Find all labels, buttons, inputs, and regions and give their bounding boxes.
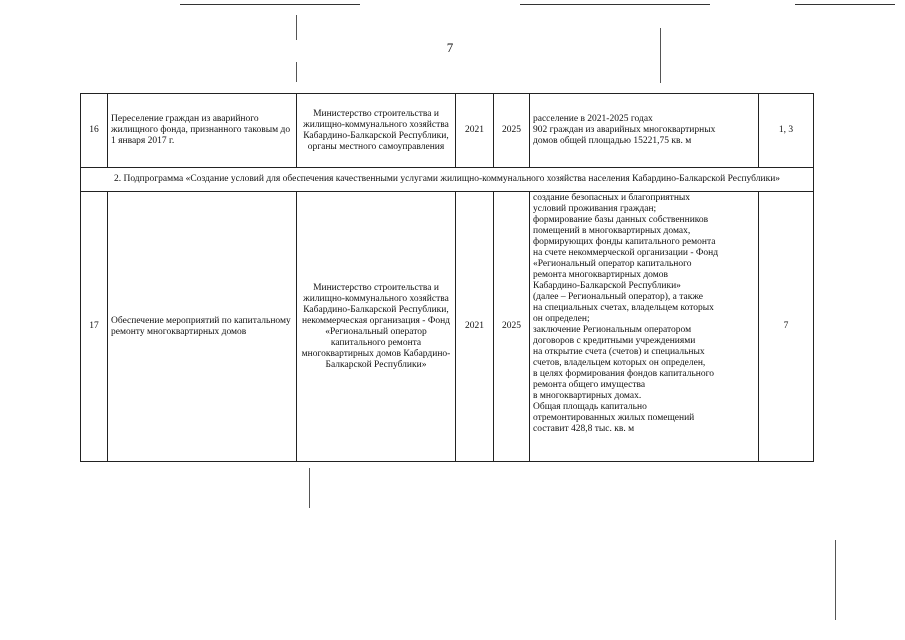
top-edge-line [180,4,360,5]
result-line: помещений в многоквартирных домах, [533,226,691,236]
measure-name: Обеспечение мероприятий по капитальному ремонту многоквартирных домов [108,192,297,462]
indicator-ref: 7 [759,192,814,462]
result-line: условий проживания граждан; [533,204,657,214]
result-line: домов общей площадью 15221,75 кв. м [533,136,692,146]
row-number: 16 [81,94,108,168]
expected-result [530,94,759,168]
result-line: составит 428,8 тыс. кв. м [533,424,635,434]
start-year: 2021 [456,192,494,462]
subprogram-title: 2. Подпрограмма «Создание условий для обеспечения качественными услугами жилищно-коммунального хозяйства населения Кабардино-Балкарской Республики» [81,168,814,192]
result-line: «Региональный оператор капитального [533,259,692,269]
top-edge-line [795,4,895,5]
scan-mark [296,15,297,40]
result-line: в многоквартирных домах. [533,391,642,401]
result-line: 902 граждан из аварийных многоквартирных [533,125,716,135]
result-line: он определен; [533,314,590,324]
result-line: формирование базы данных собственников [533,215,709,225]
result-line: (далее – Региональный оператор), а также [533,292,704,302]
scan-mark [660,28,661,83]
measure-name: Переселение граждан из аварийного жилищного фонда, признанного таковым до 1 января 2017 г. [108,94,297,168]
result-line: на счете некоммерческой организации - Фонд [533,248,719,258]
result-line: расселение в 2021-2025 годах [533,114,653,124]
measures-table [80,93,814,462]
result-line: ремонта общего имущества [533,380,646,390]
result-line: в целях формирования фондов капитального [533,369,715,379]
result-line: заключение Региональным оператором [533,325,692,335]
executor: Министерство строительства и жилищно-коммунального хозяйства Кабардино-Балкарской Республики, органы местного самоуправления [297,94,456,168]
end-year: 2025 [494,192,530,462]
expected-result [530,192,759,462]
result-line: Кабардино-Балкарской Республики» [533,281,681,291]
result-line: на специальных счетах, владельцем которых [533,303,714,313]
scan-mark [835,540,836,620]
result-line: отремонтированных жилых помещений [533,413,695,423]
top-edge-line [520,4,710,5]
result-line: создание безопасных и благоприятных [533,193,691,203]
section-header-row [81,168,814,192]
result-line: на открытие счета (счетов) и специальных [533,347,705,357]
page-number: 7 [446,40,454,55]
start-year: 2021 [456,94,494,168]
indicator-ref: 1, 3 [759,94,814,168]
scan-mark [309,468,310,508]
result-line: Общая площадь капитально [533,402,647,412]
table-row [81,192,814,462]
executor: Министерство строительства и жилищно-коммунального хозяйства Кабардино-Балкарской Республики, некоммерческая организация - Фонд «Региональный оператор капитального ремонта многоквартирных домов Кабардино-Балкарской Республики» [297,192,456,462]
row-number: 17 [81,192,108,462]
result-line: формирующих фонды капитального ремонта [533,237,716,247]
scan-mark [296,62,297,82]
result-line: договоров с кредитными учреждениями [533,336,696,346]
end-year: 2025 [494,94,530,168]
result-line: счетов, владельцем которых он определен, [533,358,706,368]
table-row [81,94,814,168]
result-line: ремонта многоквартирных домов [533,270,668,280]
